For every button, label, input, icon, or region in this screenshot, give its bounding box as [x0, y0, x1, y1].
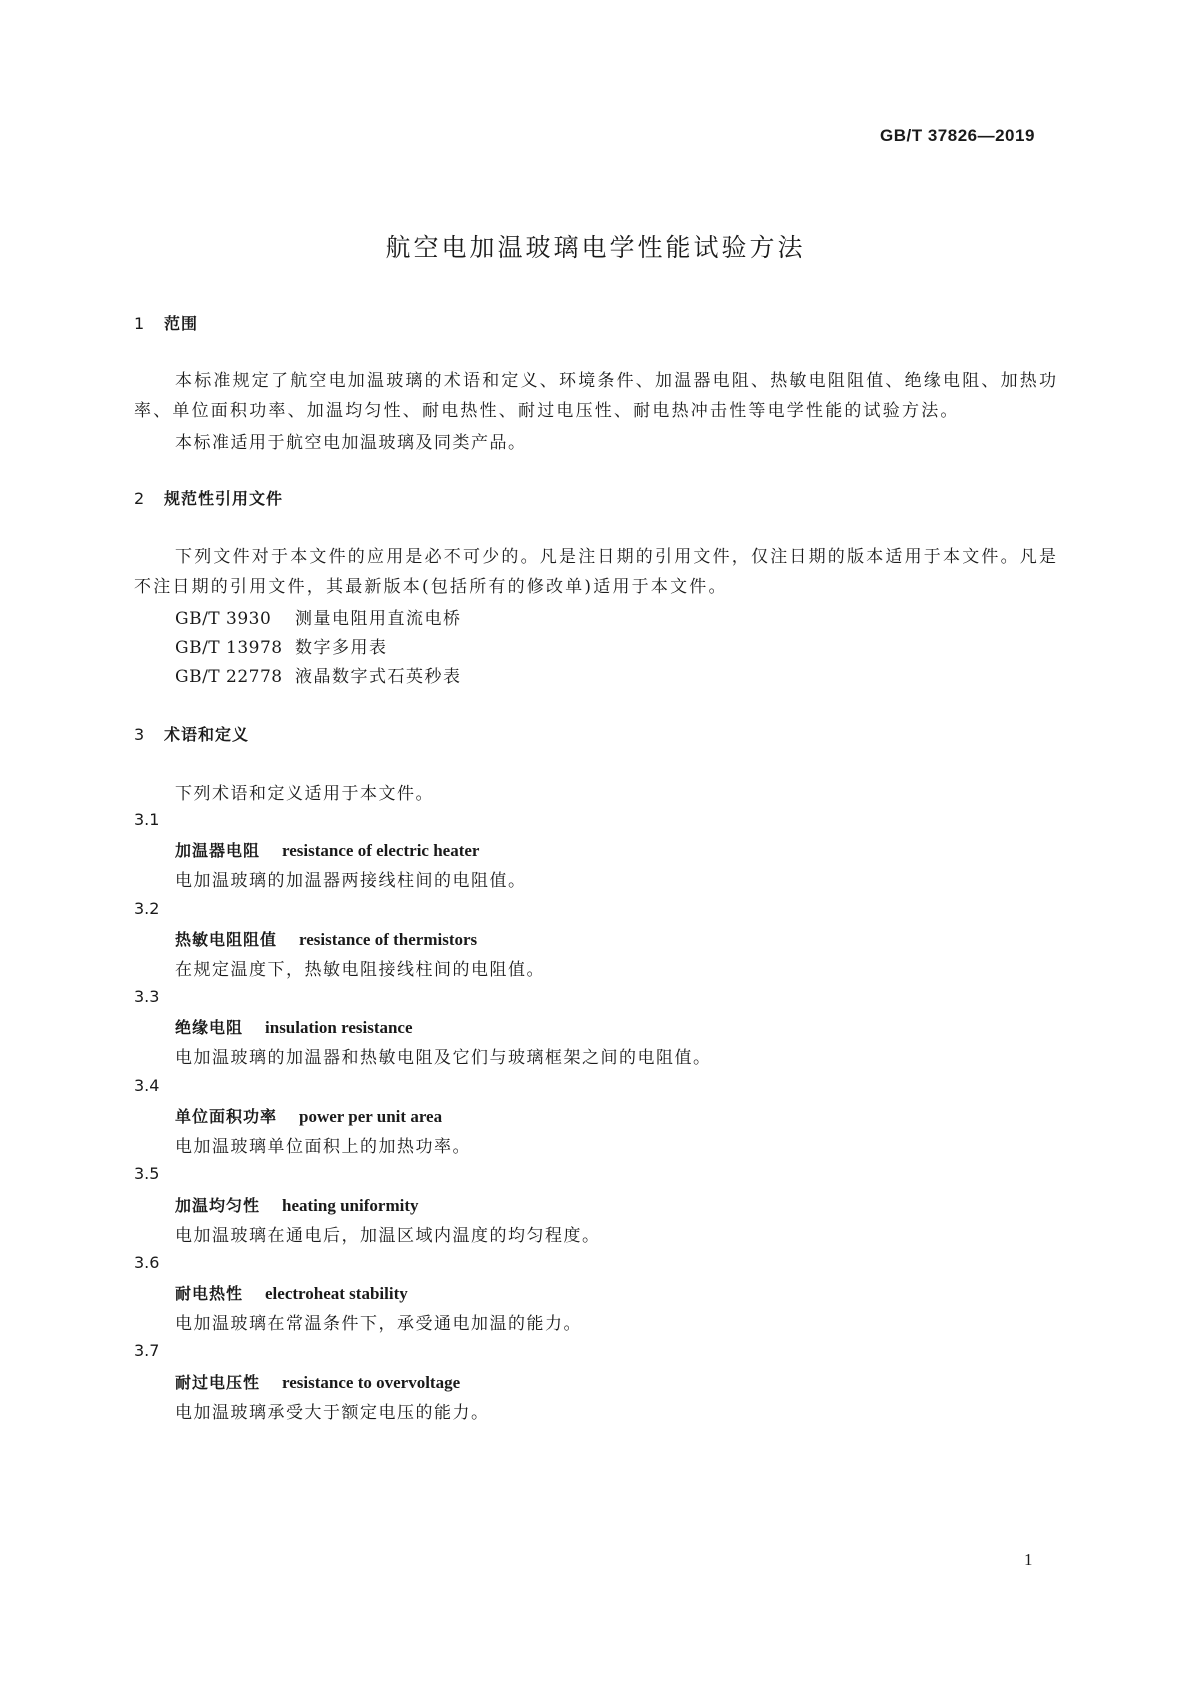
term-chinese: 耐电热性	[175, 1284, 244, 1303]
term-definition: 电加温玻璃承受大于额定电压的能力。	[175, 1403, 490, 1423]
term-number: 3.6	[134, 1253, 160, 1272]
term-chinese: 加温均匀性	[175, 1196, 261, 1215]
section-title: 规范性引用文件	[164, 489, 284, 508]
document-title: 航空电加温玻璃电学性能试验方法	[385, 233, 806, 262]
term-chinese: 单位面积功率	[175, 1107, 278, 1126]
term-english: resistance to overvoltage	[282, 1373, 461, 1392]
section-number: 2	[134, 489, 146, 508]
section-3-heading	[134, 722, 249, 745]
reference-title: 数字多用表	[295, 638, 388, 658]
section-1-heading	[134, 311, 198, 334]
term-chinese: 绝缘电阻	[175, 1018, 244, 1037]
term-chinese: 热敏电阻阻值	[175, 930, 278, 949]
reference-code: GB/T 3930	[175, 609, 272, 629]
term-definition: 电加温玻璃的加温器和热敏电阻及它们与玻璃框架之间的电阻值。	[175, 1048, 712, 1068]
term-english: electroheat stability	[265, 1284, 408, 1303]
term-chinese: 耐过电压性	[175, 1373, 261, 1392]
reference-code: GB/T 22778	[175, 667, 283, 687]
term-number: 3.5	[134, 1164, 160, 1183]
term-english: power per unit area	[299, 1107, 443, 1126]
term-heading	[175, 1370, 460, 1393]
term-heading	[175, 927, 477, 950]
term-definition: 电加温玻璃在通电后，加温区域内温度的均匀程度。	[175, 1226, 601, 1246]
term-english: resistance of thermistors	[299, 930, 478, 949]
applicability-paragraph: 本标准适用于航空电加温玻璃及同类产品。	[175, 433, 527, 453]
reference-item	[175, 662, 462, 687]
term-heading	[175, 1193, 419, 1216]
term-heading	[175, 1281, 408, 1304]
term-heading	[175, 838, 479, 861]
terms-intro: 下列术语和定义适用于本文件。	[175, 784, 434, 804]
term-heading	[175, 1104, 442, 1127]
section-2-heading	[134, 486, 283, 509]
page-number: 1	[1024, 1550, 1033, 1569]
reference-title: 液晶数字式石英秒表	[295, 667, 462, 687]
section-title: 术语和定义	[164, 725, 250, 744]
term-definition: 电加温玻璃单位面积上的加热功率。	[175, 1137, 471, 1157]
term-heading	[175, 1015, 413, 1038]
normative-references-paragraph: 下列文件对于本文件的应用是必不可少的。凡是注日期的引用文件，仅注日期的版本适用于本文件。凡是不注日期的引用文件，其最新版本(包括所有的修改单)适用于本文件。	[134, 547, 1059, 597]
section-number: 1	[134, 314, 146, 333]
term-english: insulation resistance	[265, 1018, 413, 1037]
term-number: 3.1	[134, 810, 160, 829]
reference-title: 测量电阻用直流电桥	[295, 609, 462, 629]
term-chinese: 加温器电阻	[175, 841, 261, 860]
term-english: resistance of electric heater	[282, 841, 480, 860]
term-number: 3.4	[134, 1076, 160, 1095]
reference-item	[175, 633, 388, 658]
standard-number: GB/T 37826—2019	[880, 126, 1035, 145]
term-number: 3.3	[134, 987, 160, 1006]
term-number: 3.2	[134, 899, 160, 918]
section-title: 范围	[164, 314, 199, 333]
term-definition: 电加温玻璃的加温器两接线柱间的电阻值。	[175, 871, 527, 891]
section-number: 3	[134, 725, 146, 744]
scope-paragraph: 本标准规定了航空电加温玻璃的术语和定义、环境条件、加温器电阻、热敏电阻阻值、绝缘电阻、加热功率、单位面积功率、加温均匀性、耐电热性、耐过电压性、耐电热冲击性等电学性能的试验方法。	[134, 371, 1059, 421]
term-definition: 电加温玻璃在常温条件下，承受通电加温的能力。	[175, 1314, 582, 1334]
reference-item	[175, 604, 462, 629]
term-number: 3.7	[134, 1341, 160, 1360]
term-definition: 在规定温度下，热敏电阻接线柱间的电阻值。	[175, 960, 545, 980]
term-english: heating uniformity	[282, 1196, 419, 1215]
reference-code: GB/T 13978	[175, 638, 283, 658]
